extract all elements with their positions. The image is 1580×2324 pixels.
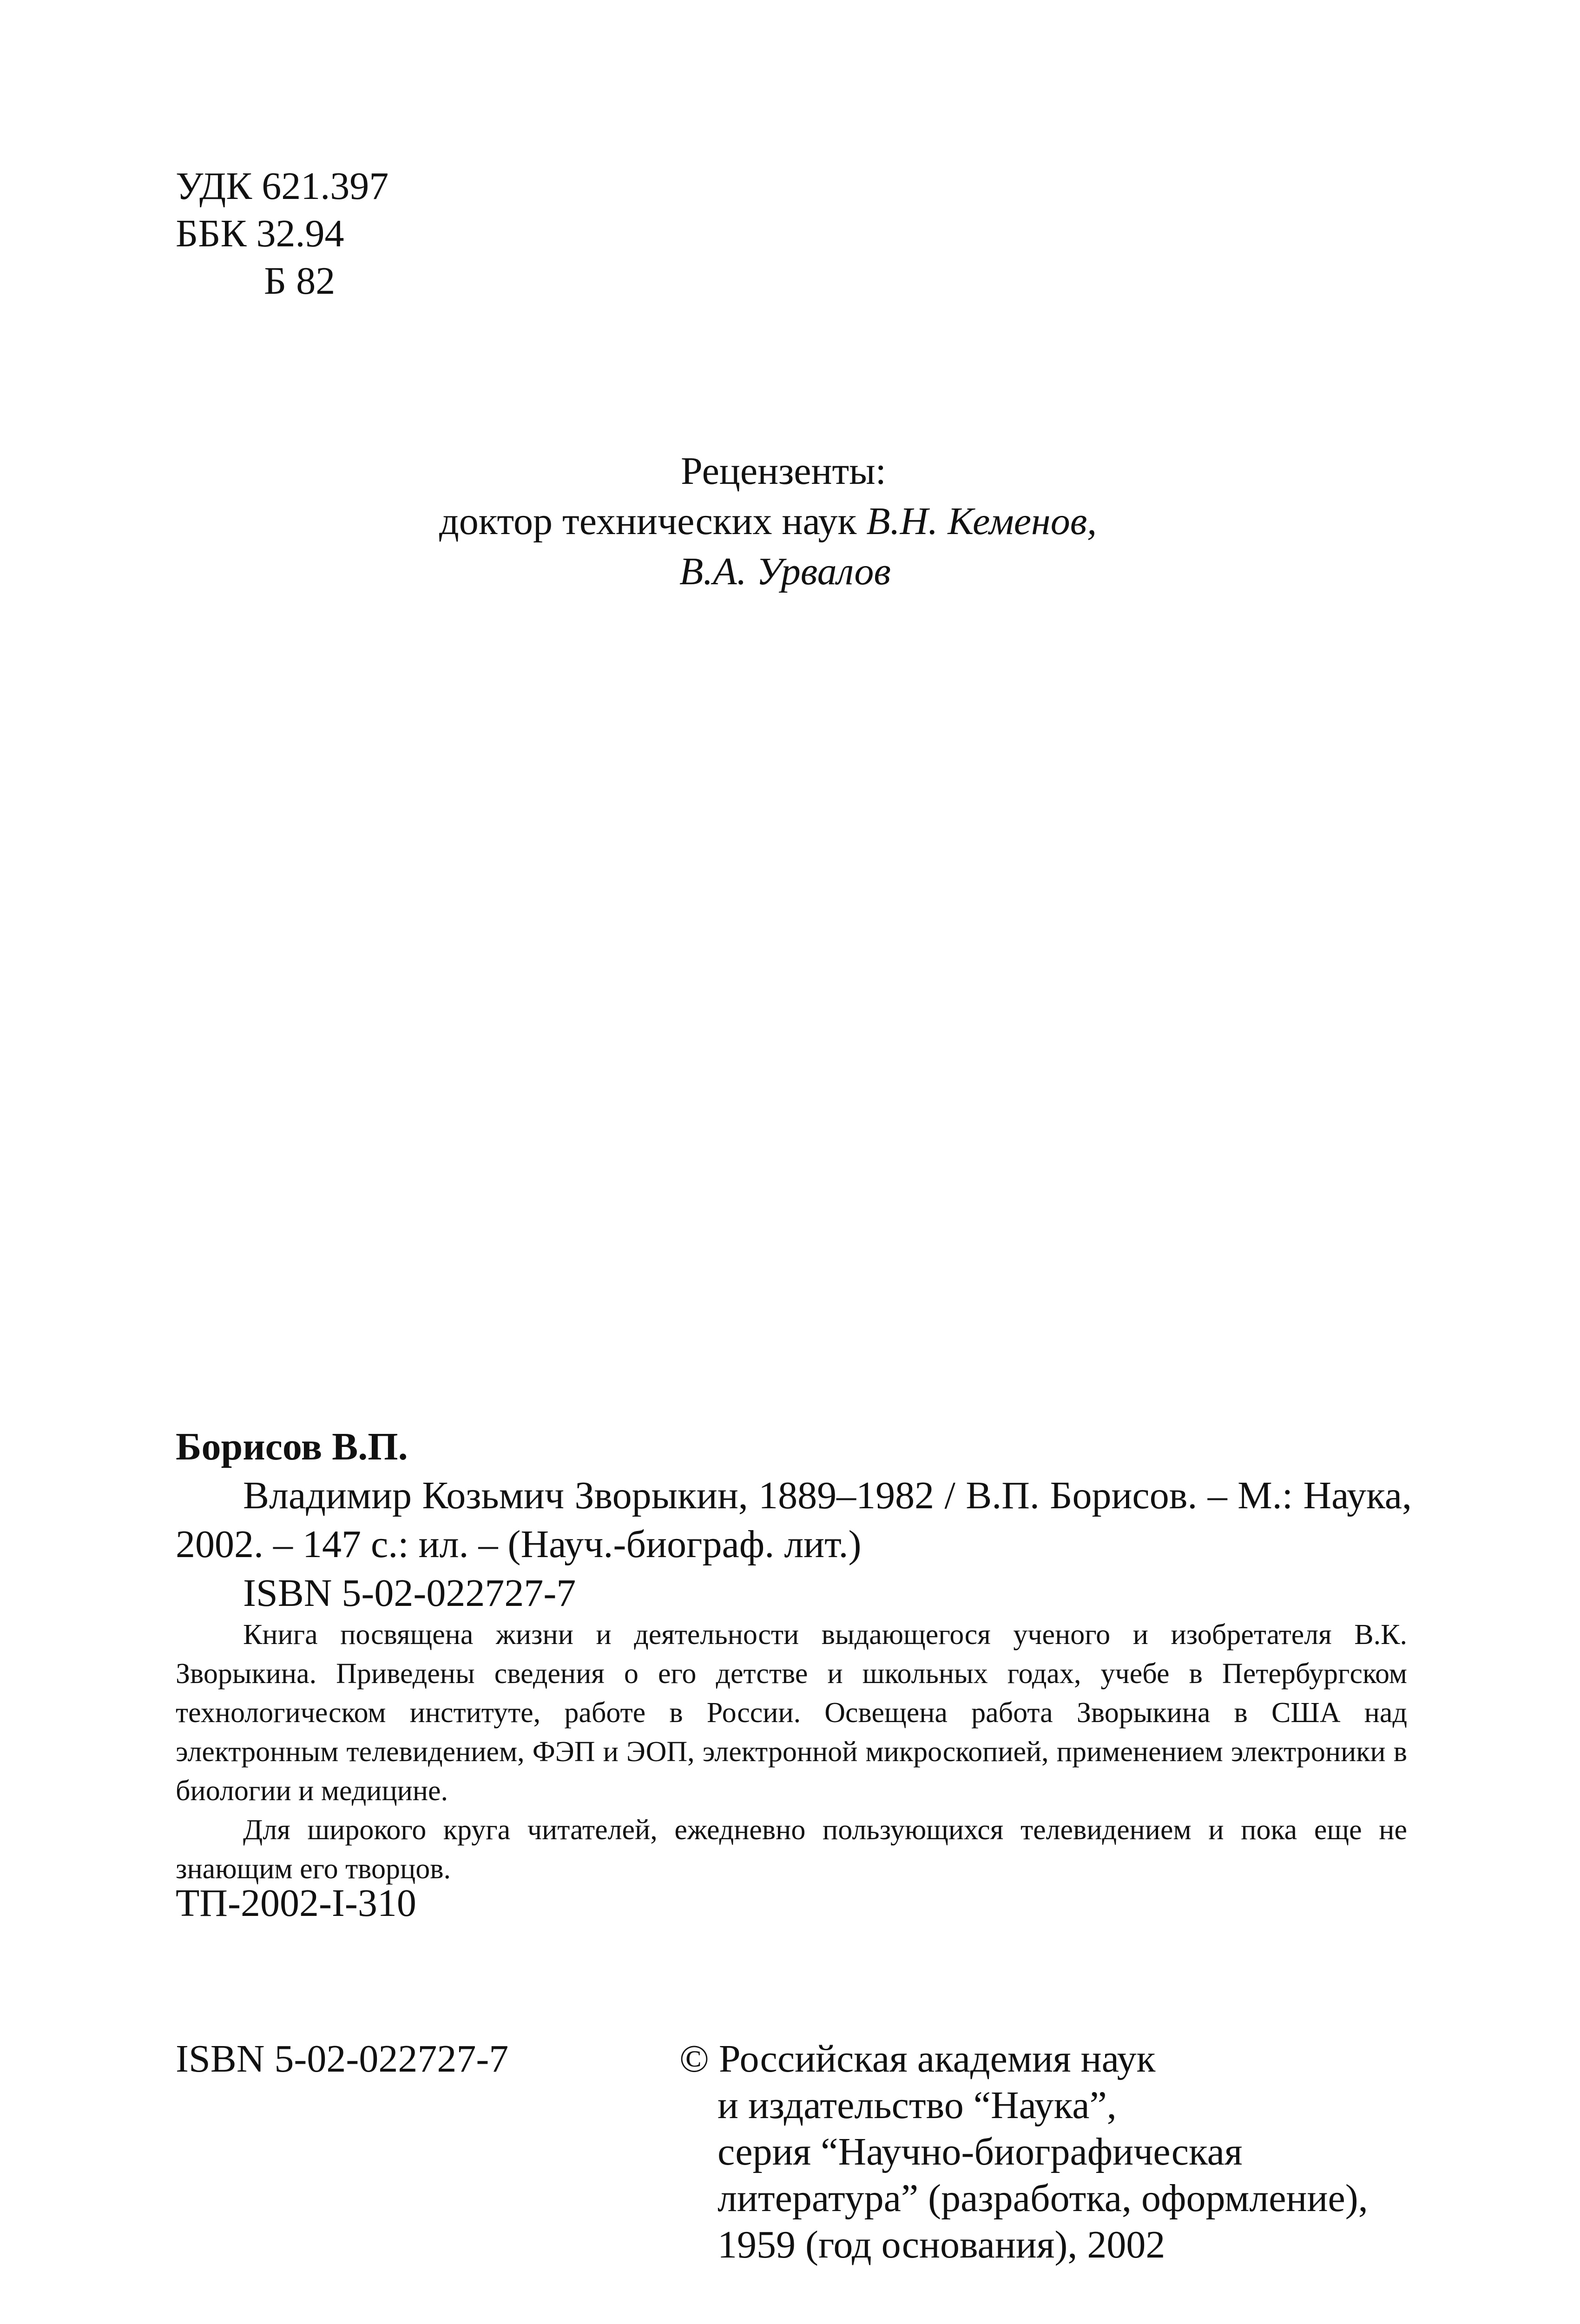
copyright-line-1: © Российская академия наук [679,2037,1156,2080]
copyright-block [679,2036,1368,2268]
record-author: Борисов В.П. [176,1425,408,1468]
udk-code: УДК 621.397 [176,165,389,208]
record-description: Владимир Козьмич Зворыкин, 1889–1982 / В.П. Борисов. – М.: Наука, 2002. – 147 с.: ил. – (Науч.-биограф. лит.) [176,1474,1412,1566]
annotation-paragraph-1: Книга посвящена жизни и деятельности выдающегося ученого и изобретателя В.К. Зворыкина. Приведены сведения о его детстве и школьных годах, учебе в Петербургском технологическом институте, работе в России. Освещена работа Зворыкина в США над электронным телевидением, ФЭП и ЭОП, электронной микроскопией, применением электроники в биологии и медицине. [176,1619,1407,1807]
author-mark: Б 82 [264,259,336,303]
reviewers-heading: Рецензенты: [681,449,886,493]
reviewer-name-1: В.Н. Кеменов, [866,500,1097,543]
reviewer-name-2: В.А. Урвалов [679,550,891,593]
reviewer-line-1 [439,496,1097,547]
bibliographic-record [176,1422,1412,1618]
record-isbn: ISBN 5-02-022727-7 [243,1571,576,1615]
bbk-code: ББК 32.94 [176,212,344,255]
copyright-line-3: серия “Научно-биографическая [718,2130,1243,2173]
copyright-line-4: литература” (разработка, оформление), [718,2177,1368,2220]
isbn-bottom: ISBN 5-02-022727-7 [176,2037,509,2080]
annotation [176,1615,1407,1888]
tp-code: ТП-2002-I-310 [176,1882,416,1925]
copyright-line-2: и издательство “Наука”, [718,2084,1117,2127]
classification-codes [176,163,388,305]
copyright-line-5: 1959 (год основания), 2002 [718,2223,1165,2266]
annotation-paragraph-2: Для широкого круга читателей, ежедневно пользующихся телевидением и пока еще не знающим его творцов. [176,1814,1407,1885]
reviewer-degree: доктор технических наук [439,500,867,543]
